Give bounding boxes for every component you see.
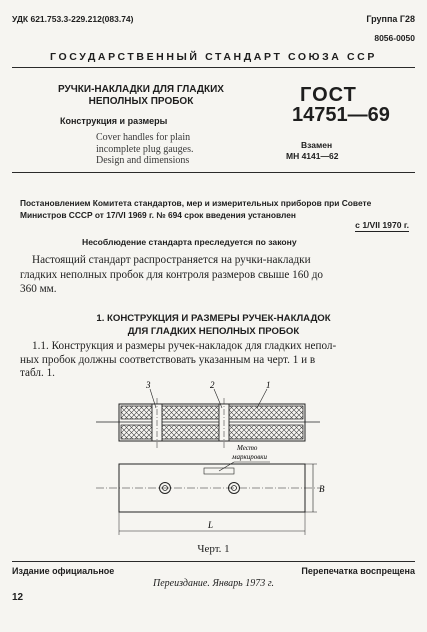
dimension-l-label: L: [208, 520, 214, 530]
decree: [20, 198, 371, 221]
figure-caption: Черт. 1: [197, 543, 230, 555]
marking-label-line1: Место: [237, 444, 258, 452]
title-rule: [12, 172, 415, 173]
callout-3: 3: [146, 380, 151, 390]
intro-line2: гладких неполных пробок для контроля размеров свыше 160 до: [20, 268, 324, 281]
official-edition: Издание официальное: [12, 566, 115, 576]
section1-p-line1: 1.1. Конструкция и размеры ручек-накладок для гладких непол-: [32, 340, 337, 352]
law-warning: Несоблюдение стандарта преследуется по закону: [82, 237, 297, 247]
page-number: 12: [12, 592, 24, 603]
effective-date: с 1/VII 1970 г.: [355, 220, 409, 230]
banner-rule: [12, 67, 415, 68]
title-subtitle: Конструкция и размеры: [60, 116, 168, 126]
registration-code: 8056-0050: [374, 33, 415, 43]
title-en-line2: incomplete plug gauges.: [96, 143, 194, 155]
section1-paragraph: [20, 340, 336, 381]
footer-rule: [12, 561, 415, 562]
callout-1: 1: [266, 380, 271, 390]
dimension-b-label: B: [319, 484, 325, 494]
callout-2: 2: [210, 380, 215, 390]
reissue-note: Переиздание. Январь 1973 г.: [153, 578, 274, 589]
intro-line3: 360 мм.: [20, 283, 57, 295]
decree-line2: Министров СССР от 17/VI 1969 г. № 694 срок введения установлен: [20, 209, 296, 220]
section1-p-line2: ных пробок должны соответствовать указанным на черт. 1 и в: [20, 353, 316, 366]
title-en: [96, 132, 193, 167]
section1-heading-line1: 1. КОНСТРУКЦИЯ И РАЗМЕРЫ РУЧЕК-НАКЛАДОК: [96, 313, 331, 324]
gost-number: 14751—69: [292, 104, 390, 126]
section-view: [96, 389, 320, 448]
state-standard-banner: ГОСУДАРСТВЕННЫЙ СТАНДАРТ СОЮЗА ССР: [50, 51, 377, 63]
gost-label: ГОСТ: [300, 84, 357, 106]
group-code: Группа Г28: [366, 14, 415, 24]
title-en-line3: Design and dimensions: [96, 155, 190, 166]
intro-paragraph: [20, 253, 323, 297]
marking-label-line2: маркировки: [232, 453, 268, 461]
decree-line1: Постановлением Комитета стандартов, мер и измерительных приборов при Совете: [20, 198, 372, 208]
replaces-standard: МН 4141—62: [286, 151, 339, 161]
intro-line1: Настоящий стандарт распространяется на ручки-накладки: [32, 254, 311, 266]
handle-drawing: [94, 380, 334, 540]
title-ru-line2: НЕПОЛНЫХ ПРОБОК: [88, 96, 194, 107]
title-ru: [36, 84, 246, 108]
reprint-prohibited: Перепечатка воспрещена: [301, 566, 415, 576]
section1-p-line3: табл. 1.: [20, 367, 55, 379]
section1-heading: [12, 312, 415, 338]
section1-heading-line2: ДЛЯ ГЛАДКИХ НЕПОЛНЫХ ПРОБОК: [127, 326, 300, 337]
udk-code: УДК 621.753.3-229.212(083.74): [12, 14, 134, 24]
replaces-label: Взамен: [301, 140, 333, 150]
title-ru-line1: РУЧКИ-НАКЛАДКИ ДЛЯ ГЛАДКИХ: [58, 84, 224, 95]
title-en-line1: Cover handles for plain: [96, 132, 191, 143]
